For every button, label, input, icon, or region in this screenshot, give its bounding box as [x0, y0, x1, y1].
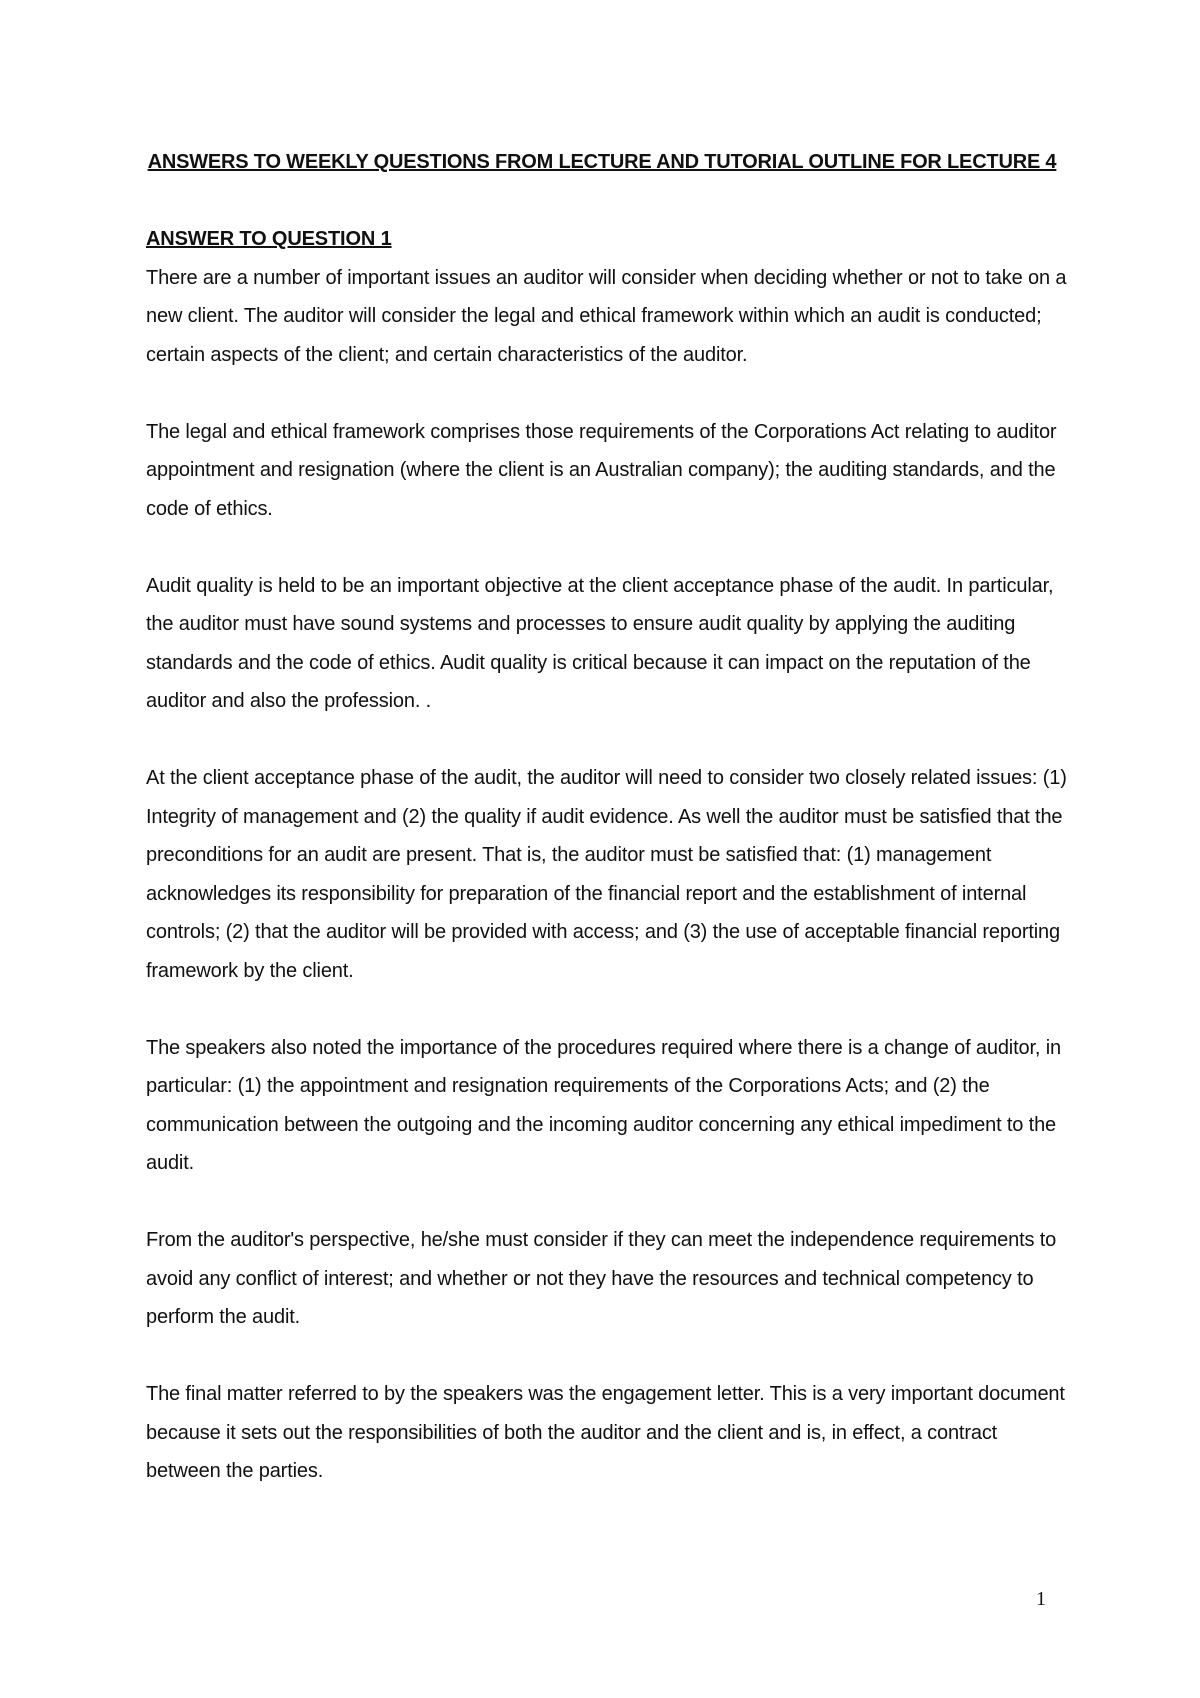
page-number: 1	[1036, 1588, 1046, 1610]
paragraph-6: From the auditor's perspective, he/she must consider if they can meet the independence requirements to avoid any conflict of interest; and whether or not they have the resources and technical competency to perform the audit.	[146, 1229, 1057, 1328]
paragraph-4: At the client acceptance phase of the audit, the auditor will need to consider two closely related issues: (1) Integrity of management and (2) the quality if audit evidence. As well the auditor must be satisfied that the preconditions for an audit are present. That is, the auditor must be satisfied that: (1) management acknowledges its responsibility for preparation of the financial report and the establishment of internal controls; (2) that the auditor will be provided with access; and (3) the use of acceptable financial reporting framework by the client.	[146, 767, 1067, 982]
paragraph-7: The final matter referred to by the speakers was the engagement letter. This is a very important document because it sets out the responsibilities of both the auditor and the client and is, in effect, a contract between the parties.	[146, 1383, 1065, 1482]
paragraph-5: The speakers also noted the importance of the procedures required where there is a change of auditor, in particular: (1) the appointment and resignation requirements of the Corporations Acts; and (2) the communication between the outgoing and the incoming auditor concerning any ethical impediment to the audit.	[146, 1036, 1061, 1174]
document-title: ANSWERS TO WEEKLY QUESTIONS FROM LECTURE AND TUTORIAL OUTLINE FOR LECTURE 4	[147, 151, 1057, 173]
question-heading: ANSWER TO QUESTION 1	[146, 228, 392, 250]
paragraph-3: Audit quality is held to be an important objective at the client acceptance phase of the audit. In particular, the auditor must have sound systems and processes to ensure audit quality by applying the auditing standards and the code of ethics. Audit quality is critical because it can impact on the reputation of the auditor and also the profession. .	[146, 574, 1054, 712]
document-body	[146, 220, 1076, 1529]
paragraph-2: The legal and ethical framework comprises those requirements of the Corporations Act relating to auditor appointment and resignation (where the client is an Australian company); the auditing standards, and the code of ethics.	[146, 420, 1057, 520]
paragraph-1: There are a number of important issues an auditor will consider when deciding whether or not to take on a new client. The auditor will consider the legal and ethical framework within which an audit is conducted; certain aspects of the client; and certain characteristics of the auditor.	[146, 266, 1067, 366]
